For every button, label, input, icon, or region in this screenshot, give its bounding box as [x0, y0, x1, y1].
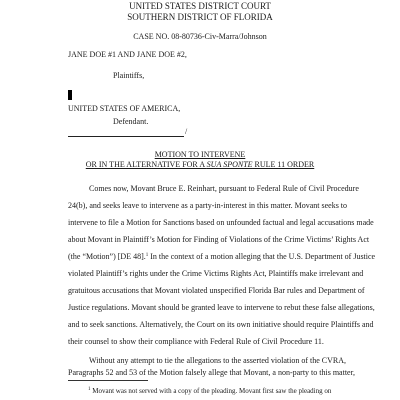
court-name-line1: UNITED STATES DISTRICT COURT [129, 1, 271, 11]
paragraph1-line5-rest: In the context of a motion alleging that the U.S. Department of Justice [148, 252, 376, 261]
title-line1: MOTION TO INTERVENE [154, 150, 246, 159]
plaintiffs-label: Plaintiffs, [113, 71, 145, 80]
paragraph1-line4: about Movant in Plaintiff’s Motion for Finding of Violations of the Crime Victims’ Rights Act [68, 235, 370, 244]
title-line2-post: RULE 11 ORDER [252, 160, 315, 169]
paragraph1-line5-start: (the “Motion”) [DE 48]. [68, 252, 146, 261]
title-line2-pre: OR IN THE ALTERNATIVE FOR A [85, 160, 207, 169]
paragraph1-line5 [68, 252, 376, 262]
defendant-label: Defendant. [113, 117, 149, 126]
title-line2 [0, 160, 400, 170]
paragraph1-line3: intervene to file a Motion for Sanctions based on unfounded factual and legal accusations made [68, 218, 374, 227]
footnote-text: Movant was not served with a copy of the pleading. Movant first saw the pleading on [90, 387, 332, 395]
paragraph1-line9: and to seek sanctions. Alternatively, the Court on its own initiative should require Plaintiffs and [68, 320, 374, 329]
footnote [88, 387, 331, 396]
caption-slash: / [185, 127, 188, 136]
case-number: CASE NO. 08-80736-Civ-Marra/Johnson [133, 32, 267, 41]
plaintiffs-names: JANE DOE #1 AND JANE DOE #2, [68, 50, 187, 59]
paragraph2-line2: Paragraphs 52 and 53 of the Motion falsely allege that Movant, a non-party to this matter, [68, 368, 355, 377]
paragraph1-line1: Comes now, Movant Bruce E. Reinhart, pursuant to Federal Rule of Civil Procedure [89, 184, 359, 193]
court-name-line2: SOUTHERN DISTRICT OF FLORIDA [127, 12, 273, 22]
paragraph1-line10: their counsel to show their compliance with Federal Rule of Civil Procedure 11. [68, 337, 324, 346]
caption-rule-line [68, 136, 184, 137]
redaction-mark [68, 90, 72, 100]
paragraph1-line6: violated Plaintiff’s rights under the Crime Victims Rights Act, Plaintiffs make irrelevant and [68, 269, 364, 278]
title-line2-italic: SUA SPONTE [206, 160, 253, 169]
paragraph1-line8: Justice regulations. Movant should be granted leave to intervene to rebut these false allegations, [68, 303, 375, 312]
paragraph1-line7: gratuitous accusations that Movant violated unspecified Florida Bar rules and Department of [68, 286, 365, 295]
footnote-marker: 1 [88, 387, 91, 392]
paragraph1-line2: 24(b), and seeks leave to intervene as a party-in-interest in this matter. Movant seeks to [68, 201, 348, 210]
footnote-ref: 1 [145, 253, 149, 258]
defendant-name: UNITED STATES OF AMERICA, [68, 104, 181, 113]
footnote-rule [68, 380, 148, 381]
paragraph2-line1: Without any attempt to tie the allegations to the asserted violation of the CVRA, [89, 356, 346, 365]
